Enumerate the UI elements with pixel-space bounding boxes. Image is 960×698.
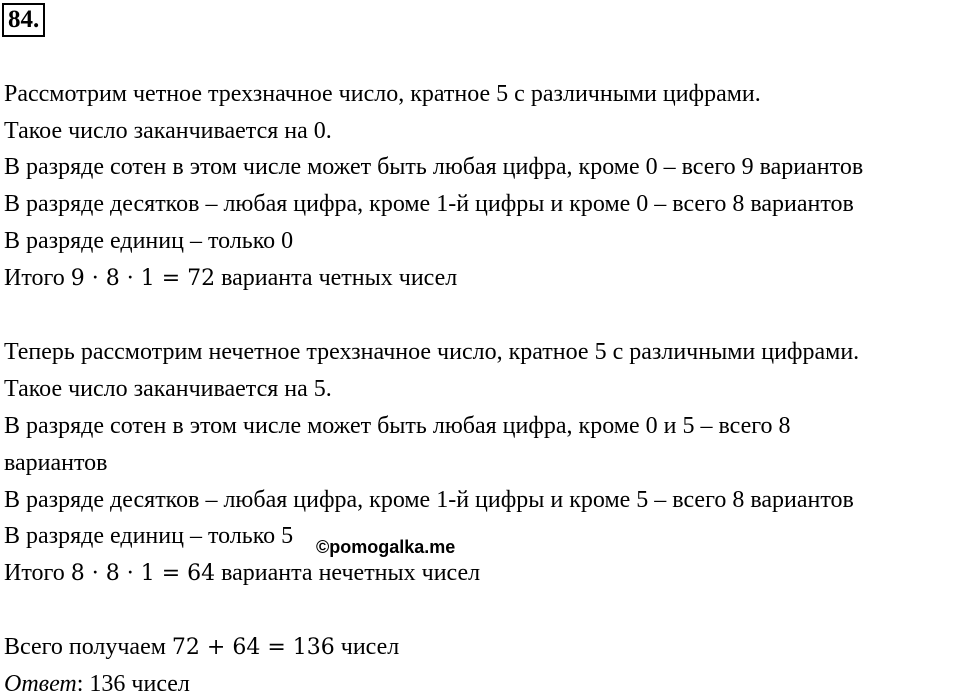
summary-formula: 72 + 64 = 136 (171, 635, 335, 660)
even-units-line: В разряде единиц – только 0 (4, 228, 294, 254)
problem-number: 84. (2, 3, 45, 37)
answer-label: Ответ (4, 671, 77, 697)
summary-line (4, 633, 399, 662)
even-total-prefix: Итого (4, 265, 71, 291)
odd-tens-line: В разряде десятков – любая цифра, кроме 1-й цифры и кроме 5 – всего 8 вариантов (4, 487, 854, 513)
even-ending-line: Такое число заканчивается на 0. (4, 118, 332, 144)
even-total-suffix: варианта четных чисел (215, 265, 458, 291)
odd-units-line: В разряде единиц – только 5 (4, 523, 294, 549)
summary-suffix: чисел (334, 634, 400, 660)
answer-text: : 136 чисел (76, 671, 190, 697)
summary-prefix: Всего получаем (4, 634, 172, 660)
odd-total-prefix: Итого (4, 560, 71, 586)
even-hundreds-line: В разряде сотен в этом числе может быть любая цифра, кроме 0 – всего 9 вариантов (4, 154, 864, 180)
even-tens-line: В разряде десятков – любая цифра, кроме 1-й цифры и кроме 0 – всего 8 вариантов (4, 191, 854, 217)
even-intro-line: Рассмотрим четное трехзначное число, кратное 5 с различными цифрами. (4, 81, 761, 107)
odd-total-line (4, 559, 480, 588)
watermark: ©pomogalka.me (316, 537, 456, 557)
odd-hundreds-line: В разряде сотен в этом числе может быть любая цифра, кроме 0 и 5 – всего 8 (4, 413, 791, 439)
odd-intro-line: Теперь рассмотрим нечетное трехзначное число, кратное 5 с различными цифрами. (4, 339, 860, 365)
even-total-line (4, 264, 457, 293)
odd-ending-line: Такое число заканчивается на 5. (4, 376, 332, 402)
even-total-formula: 9 · 8 · 1 = 72 (70, 266, 216, 291)
odd-total-formula: 8 · 8 · 1 = 64 (70, 561, 216, 586)
odd-hundreds-line-continued: вариантов (4, 450, 108, 476)
odd-total-suffix: варианта нечетных чисел (215, 560, 481, 586)
